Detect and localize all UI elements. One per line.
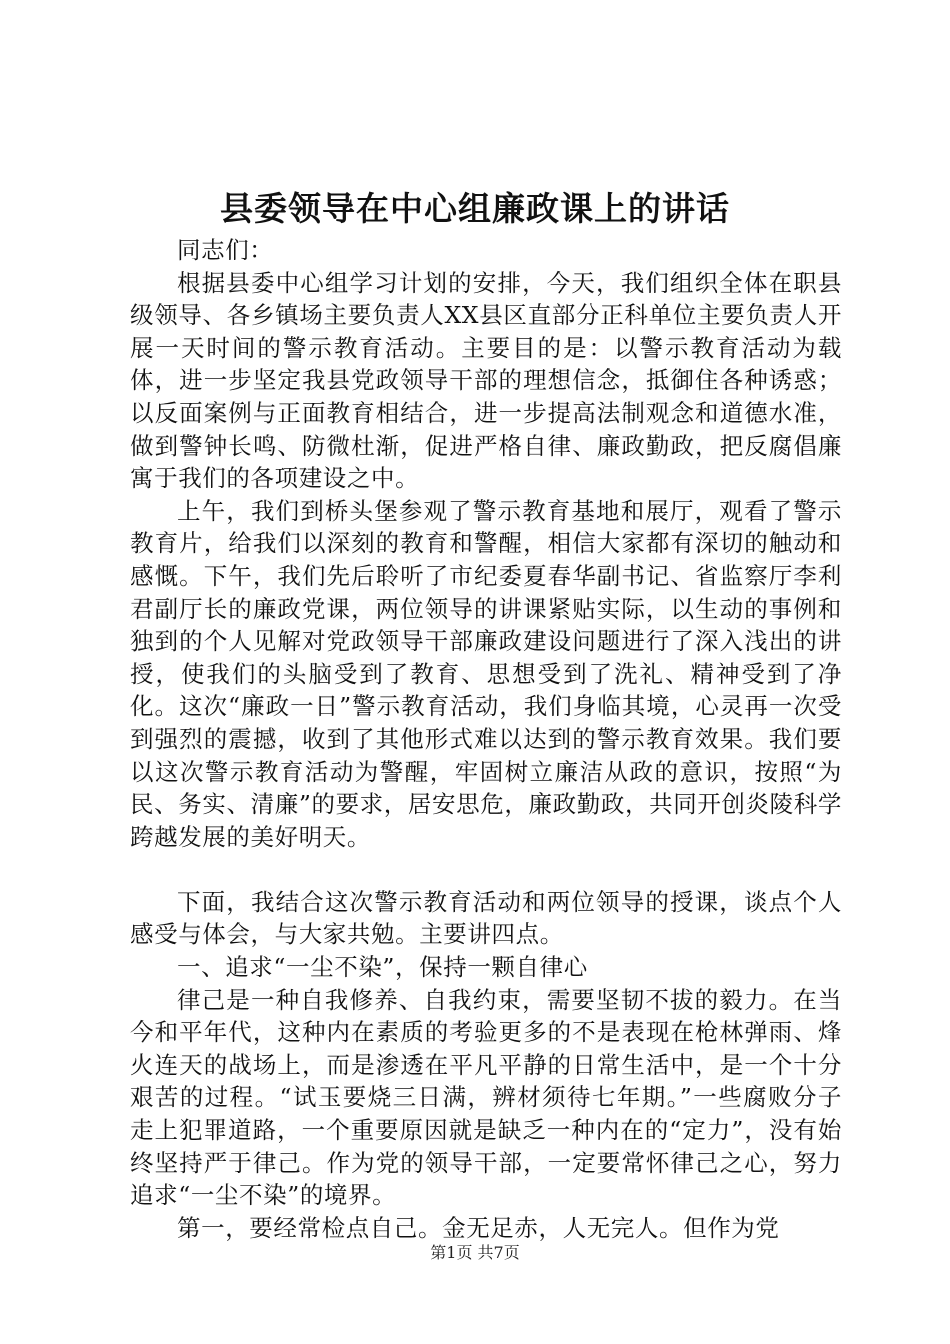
body-paragraph: 第一，要经常检点自己。金无足赤，人无完人。但作为党 bbox=[177, 1213, 780, 1242]
section-heading: 一、追求“一尘不染”，保持一颗自律心 bbox=[177, 953, 588, 982]
body-paragraph: 上午，我们到桥头堡参观了警示教育基地和展厅，观看了警示教育片，给我们以深刻的教育和警醒，相信大家都有深切的触动和感慨。下午，我们先后聆听了市纪委夏春华副书记、省监察厅李利君副厅长的廉政党课，两位领导的讲课紧贴实际，以生动的事例和独到的个人见解对党政领导干部廉政建设问题进行了深入浅出的讲授，使我们的头脑受到了教育、思想受到了洗礼、精神受到了净化。这次“廉政一日”警示教育活动，我们身临其境，心灵再一次受到强烈的震撼，收到了其他形式难以达到的警示教育效果。我们要以这次警示教育活动为警醒，牢固树立廉洁从政的意识，按照“为民、务实、清廉”的要求，居安思危，廉政勤政，共同开创炎陵科学跨越发展的美好明天。 bbox=[130, 496, 842, 851]
document-title: 县委领导在中心组廉政课上的讲话 bbox=[220, 189, 730, 228]
body-paragraph: 根据县委中心组学习计划的安排，今天，我们组织全体在职县级领导、各乡镇场主要负责人XX县区直部分正科单位主要负责人开展一天时间的警示教育活动。主要目的是：以警示教育活动为载体，进一步坚定我县党政领导干部的理想信念，抵御住各种诱惑；以反面案例与正面教育相结合，进一步提高法制观念和道德水准，做到警钟长鸣、防微杜渐，促进严格自律、廉政勤政，把反腐倡廉寓于我们的各项建设之中。 bbox=[130, 268, 842, 493]
body-paragraph: 律己是一种自我修养、自我约束，需要坚韧不拔的毅力。在当今和平年代，这种内在素质的考验更多的不是表现在枪林弹雨、烽火连天的战场上，而是渗透在平凡平静的日常生活中，是一个十分艰苦的过程。“试玉要烧三日满，辨材须待七年期。”一些腐败分子走上犯罪道路，一个重要原因就是缺乏一种内在的“定力”，没有始终坚持严于律己。作为党的领导干部，一定要常怀律己之心，努力追求“一尘不染”的境界。 bbox=[130, 985, 842, 1210]
document-body bbox=[130, 234, 842, 1244]
page-footer: 第1页 共7页 bbox=[430, 1243, 520, 1262]
salutation: 同志们： bbox=[177, 236, 274, 264]
body-paragraph: 下面，我结合这次警示教育活动和两位领导的授课，谈点个人感受与体会，与大家共勉。主要讲四点。 bbox=[130, 887, 842, 949]
